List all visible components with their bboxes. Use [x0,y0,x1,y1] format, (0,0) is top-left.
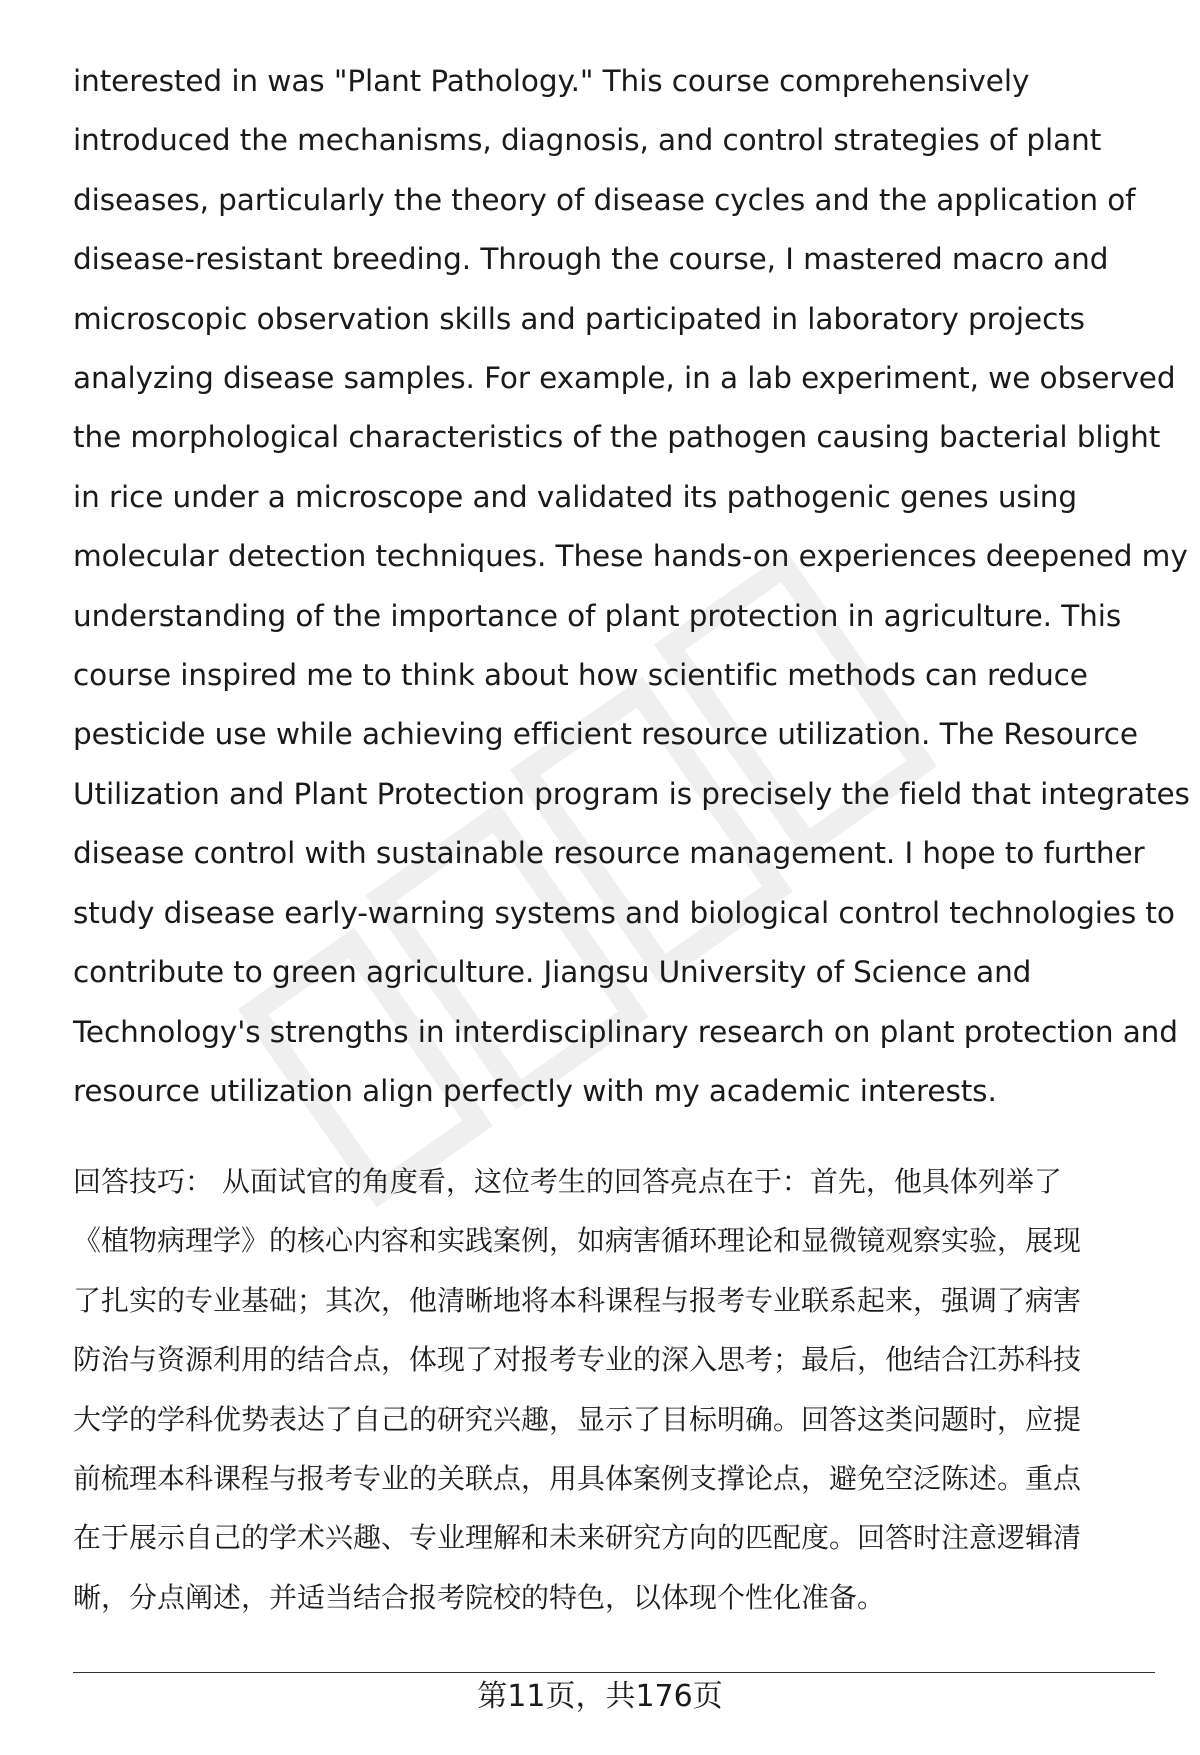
page-number: 第11页，共176页 [477,1679,723,1714]
text-line: analyzing disease samples. For example, in a lab experiment, we observed [73,361,1176,396]
answer-tips-text [73,1152,1153,1627]
tips-line: 前梳理本科课程与报考专业的关联点，用具体案例支撑论点，避免空泛陈述。重点 [73,1462,1082,1496]
tips-line: 回答技巧： 从面试官的角度看，这位考生的回答亮点在于：首先，他具体列举了 [73,1165,1062,1198]
tips-line: 大学的学科优势表达了自己的研究兴趣，显示了目标明确。回答这类问题时，应提 [73,1402,1082,1436]
tips-line: 在于展示自己的学术兴趣、专业理解和未来研究方向的匹配度。回答时注意逻辑清 [73,1521,1082,1555]
text-line: contribute to green agriculture. Jiangsu University of Science and [73,955,1032,990]
text-line: Technology's strengths in interdisciplinary research on plant protection and [73,1014,1178,1049]
answer-english-text [73,52,1190,1121]
text-line: understanding of the importance of plant protection in agriculture. This [73,598,1122,633]
text-line: course inspired me to think about how scientific methods can reduce [73,658,1088,693]
text-line: interested in was "Plant Pathology." This course comprehensively [73,64,1030,98]
tips-line: 《植物病理学》的核心内容和实践案例，如病害循环理论和显微镜观察实验，展现 [73,1224,1082,1258]
text-line: disease-resistant breeding. Through the course, I mastered macro and [73,242,1109,277]
text-line: disease control with sustainable resource management. I hope to further [73,836,1145,871]
tips-line: 晰，分点阐述，并适当结合报考院校的特色，以体现个性化准备。 [73,1580,886,1614]
text-line: the morphological characteristics of the pathogen causing bacterial blight [73,420,1161,455]
text-line: in rice under a microscope and validated its pathogenic genes using [73,479,1078,514]
tips-line: 防治与资源利用的结合点，体现了对报考专业的深入思考；最后，他结合江苏科技 [73,1343,1082,1377]
tips-line: 了扎实的专业基础；其次，他清晰地将本科课程与报考专业联系起来，强调了病害 [73,1283,1082,1317]
text-line: pesticide use while achieving efficient resource utilization. The Resource [73,717,1138,752]
text-line: Utilization and Plant Protection program is precisely the field that integrates [73,776,1190,811]
text-line: molecular detection techniques. These hands-on experiences deepened my [73,539,1188,574]
text-line: microscopic observation skills and participated in laboratory projects [73,301,1085,336]
text-line: resource utilization align perfectly with my academic interests. [73,1073,997,1108]
text-line: diseases, particularly the theory of disease cycles and the application of [73,182,1136,217]
text-line: introduced the mechanisms, diagnosis, and control strategies of plant [73,123,1102,158]
text-line: study disease early-warning systems and biological control technologies to [73,895,1175,930]
